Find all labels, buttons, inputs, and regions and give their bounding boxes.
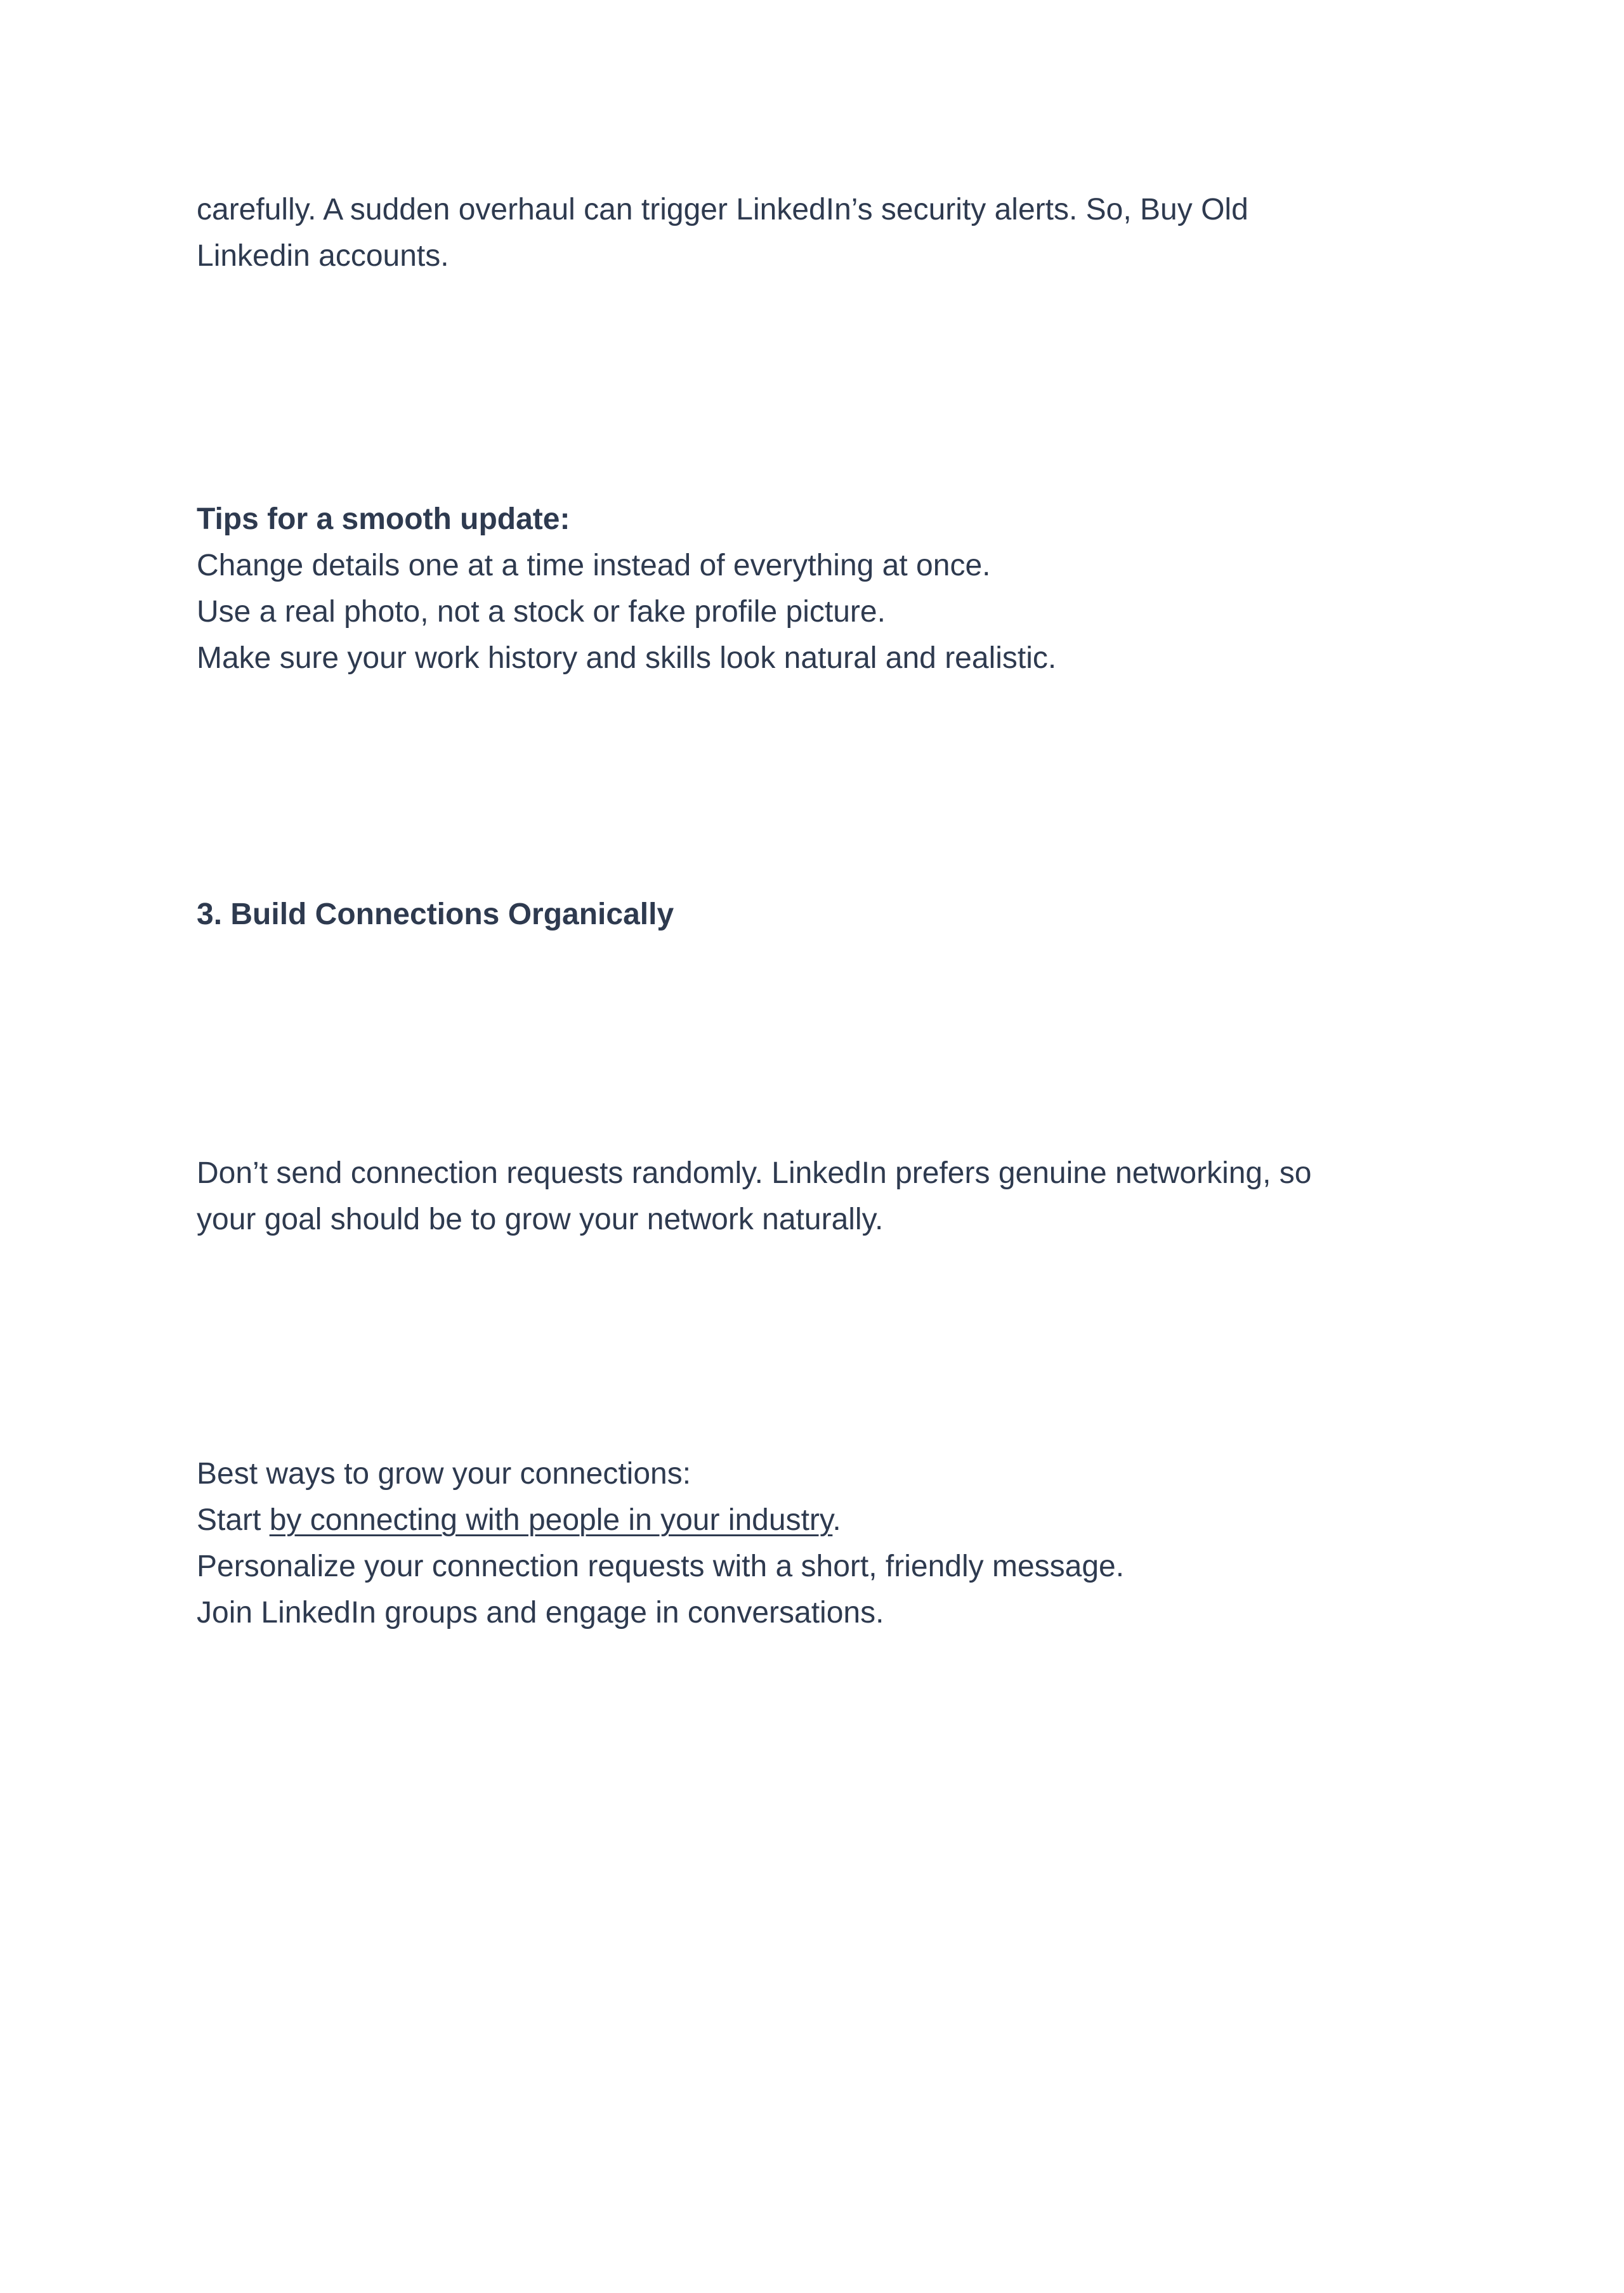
tips-item-1: Change details one at a time instead of everything at once. [197, 549, 991, 582]
ways-item-1: Personalize your connection requests with a short, friendly message. [197, 1550, 1125, 1583]
ways-heading: Best ways to grow your connections: [197, 1457, 691, 1491]
section-heading: 3. Build Connections Organically [197, 898, 674, 931]
tips-item-3: Make sure your work history and skills look natural and realistic. [197, 641, 1057, 675]
ways-start-prefix: Start [197, 1503, 270, 1537]
industry-link[interactable]: by connecting with people in your industry [269, 1503, 833, 1537]
section-line-2: your goal should be to grow your network naturally. [197, 1203, 884, 1236]
intro-line-1: carefully. A sudden overhaul can trigger LinkedIn’s security alerts. So, Buy Old [197, 193, 1248, 226]
section-line-1: Don’t send connection requests randomly. LinkedIn prefers genuine networking, so [197, 1156, 1312, 1190]
intro-line-2: Linkedin accounts. [197, 239, 449, 273]
ways-item-2: Join LinkedIn groups and engage in conversations. [197, 1596, 884, 1630]
section-heading-block [197, 891, 1434, 937]
ways-start-line [197, 1497, 1434, 1543]
tips-item-2: Use a real photo, not a stock or fake profile picture. [197, 595, 886, 629]
intro-paragraph [197, 186, 1434, 279]
ways-section [197, 1451, 1434, 1636]
section-paragraph [197, 1150, 1434, 1243]
tips-section [197, 496, 1434, 681]
tips-heading: Tips for a smooth update: [197, 502, 570, 536]
ways-start-suffix: . [832, 1503, 841, 1537]
